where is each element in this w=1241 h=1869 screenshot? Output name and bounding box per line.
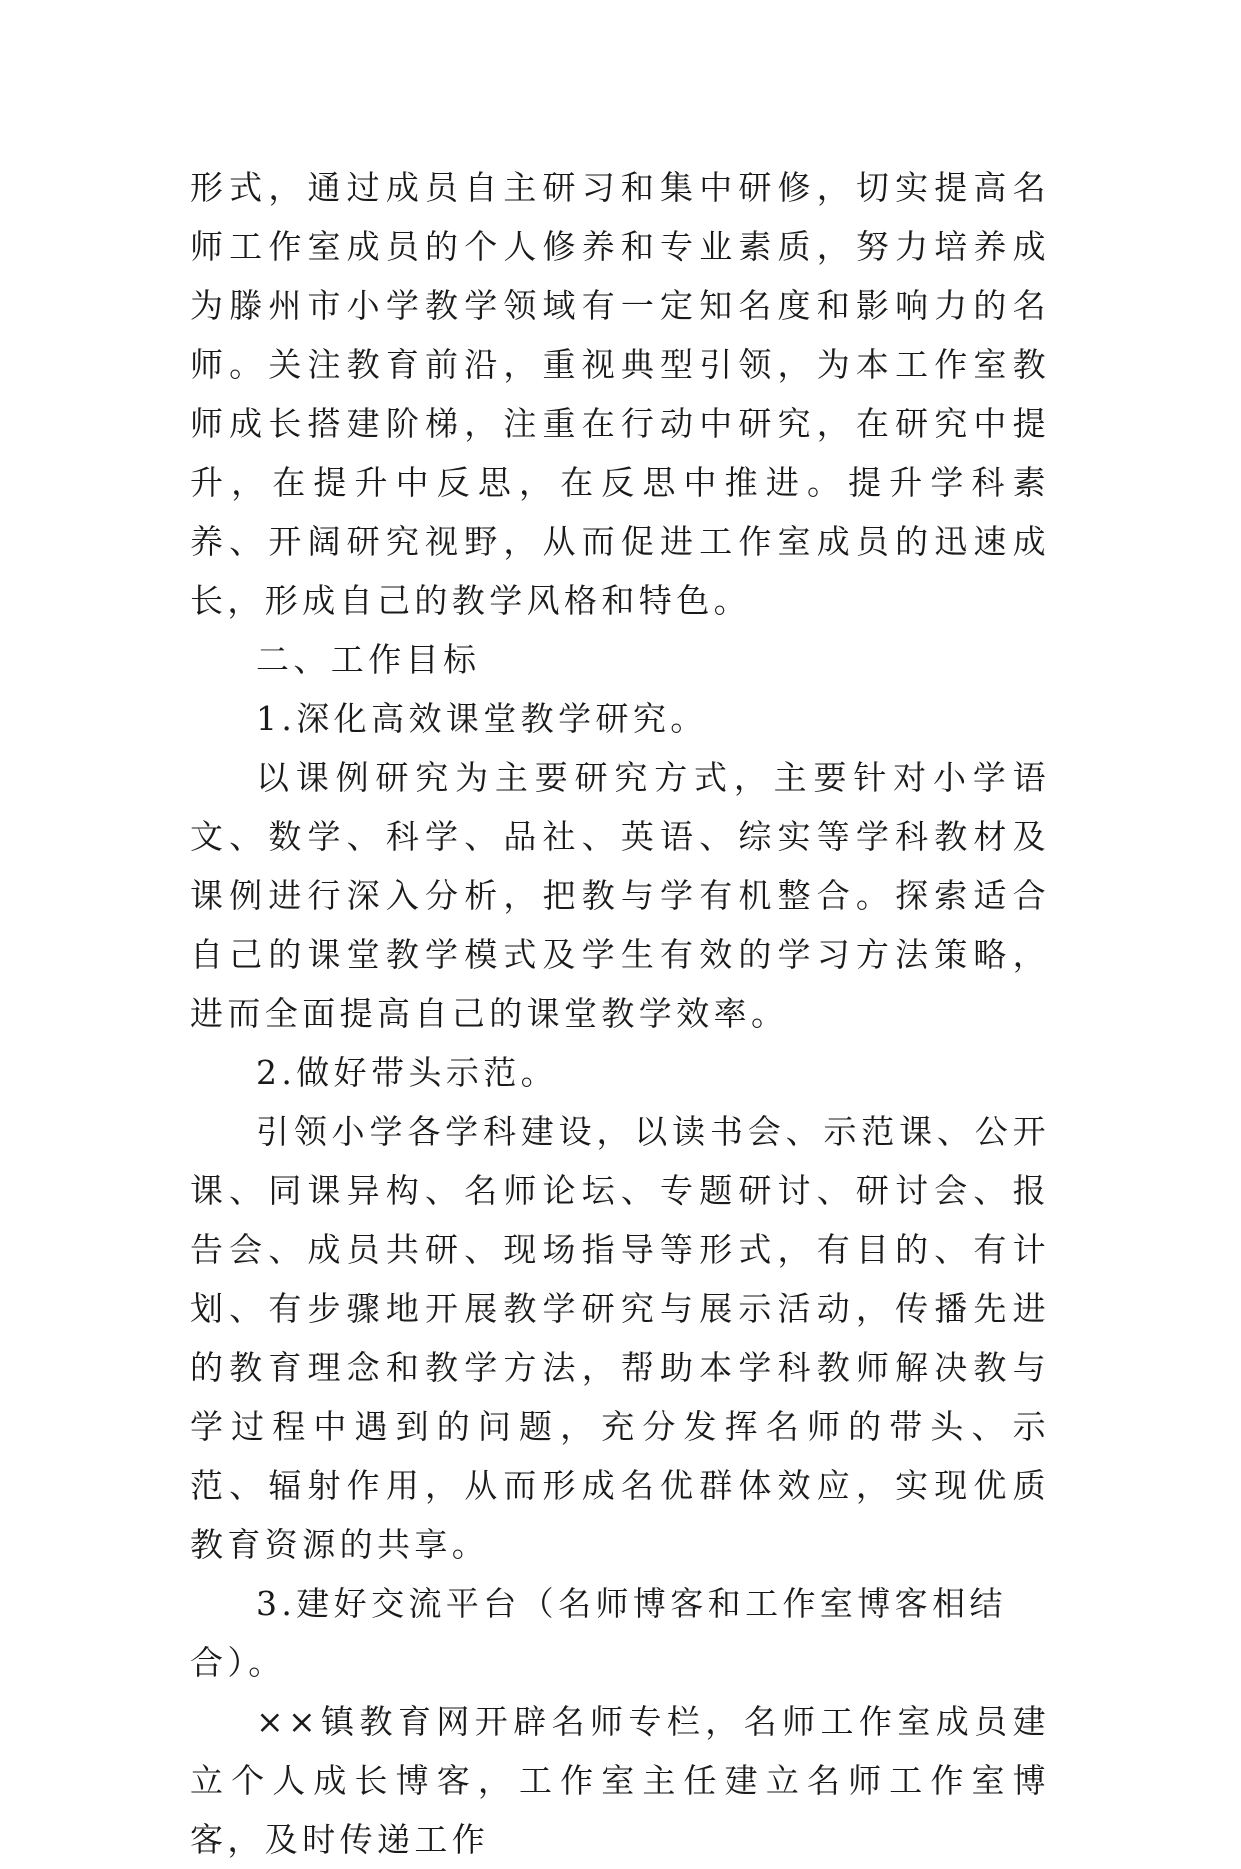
- section-heading-work-goals: 二、工作目标: [256, 640, 481, 679]
- paragraph-goal-3: ××镇教育网开辟名师专栏，名师工作室成员建立个人成长博客，工作室主任建立名师工作室博客，及时传递工作: [190, 1702, 1050, 1859]
- paragraph-goal-2: 引领小学各学科建设，以读书会、示范课、公开课、同课异构、名师论坛、专题研讨、研讨会、报告会、成员共研、现场指导等形式，有目的、有计划、有步骤地开展教学研究与展示活动，传播先进的教育理念和教学方法，帮助本学科教师解决教与学过程中遇到的问题，充分发挥名师的带头、示范、辐射作用，从而形成名优群体效应，实现优质教育资源的共享。: [190, 1112, 1050, 1564]
- paragraph-intro-continuation: 形式，通过成员自主研习和集中研修，切实提高名师工作室成员的个人修养和专业素质，努力培养成为滕州市小学教学领域有一定知名度和影响力的名师。关注教育前沿，重视典型引领，为本工作室教师成长搭建阶梯，注重在行动中研究，在研究中提升，在提升中反思，在反思中推进。提升学科素养、开阔研究视野，从而促进工作室成员的迅速成长，形成自己的教学风格和特色。: [190, 168, 1050, 620]
- subheading-goal-2: 2.做好带头示范。: [256, 1053, 559, 1092]
- subheading-goal-1: 1.深化高效课堂教学研究。: [256, 699, 708, 738]
- subheading-goal-3: 3.建好交流平台（名师博客和工作室博客相结合）。: [190, 1584, 1007, 1682]
- document-body: [190, 158, 1050, 1869]
- paragraph-goal-1: 以课例研究为主要研究方式，主要针对小学语文、数学、科学、品社、英语、综实等学科教材及课例进行深入分析，把教与学有机整合。探索适合自己的课堂教学模式及学生有效的学习方法策略，进而全面提高自己的课堂教学效率。: [190, 758, 1050, 1033]
